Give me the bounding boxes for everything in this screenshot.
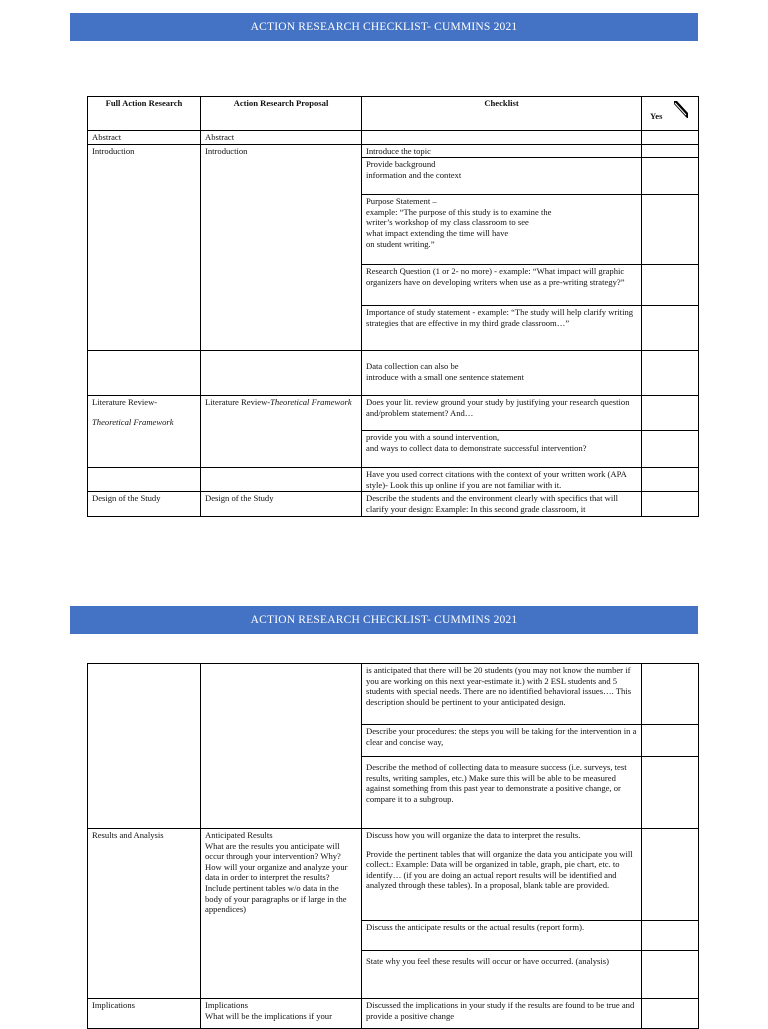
- checkbox-cell[interactable]: [642, 492, 699, 516]
- results-tables-text: Provide the pertinent tables that will organize the data you anticipate you will collect.: Example: Data will be organized in table, graph, pie chart, etc. to identify… (if you are doing an actual report results will be identified and analyzed through these tables). In a proposal, blank table are provided.: [366, 848, 633, 891]
- header-full-action-research: Full Action Research: [88, 97, 201, 131]
- cell-implications-proposal: Implications What will be the implications if your: [201, 999, 362, 1029]
- cell-lit-question-1: Does your lit. review ground your study by justifying your research question and/problem statement? And…: [362, 396, 642, 431]
- checkbox-cell[interactable]: [642, 144, 699, 158]
- checkbox-cell[interactable]: [642, 757, 699, 829]
- table-row: [88, 492, 699, 516]
- header-action-research-proposal: Action Research Proposal: [201, 97, 362, 131]
- header-checklist: Checklist: [362, 97, 642, 131]
- checkbox-cell[interactable]: [642, 829, 699, 921]
- cell-literature-review-full: [88, 396, 201, 468]
- cell-importance: Importance of study statement - example: “The study will help clarify writing strategies that are effective in my third grade classroom…”: [362, 306, 642, 351]
- table-row: [88, 131, 699, 145]
- cell-empty: [362, 131, 642, 145]
- checkbox-cell[interactable]: [642, 265, 699, 306]
- checkbox-cell[interactable]: [642, 725, 699, 757]
- cell-empty: [201, 468, 362, 492]
- cell-implications-full: Implications: [88, 999, 201, 1029]
- cell-abstract-full: Abstract: [88, 131, 201, 145]
- lit-prop-label: Literature Review-: [205, 397, 271, 408]
- cell-procedures: Describe your procedures: the steps you will be taking for the intervention in a clear and concise way,: [362, 725, 642, 757]
- header-row: [88, 97, 699, 131]
- lit-prop-framework: Theoretical Framework: [270, 397, 352, 408]
- cell-introduce-topic: Introduce the topic: [362, 144, 642, 158]
- banner-title: ACTION RESEARCH CHECKLIST- CUMMINS 2021: [250, 614, 518, 626]
- cell-results-full: Results and Analysis: [88, 829, 201, 999]
- cell-data-collection: Data collection can also be introduce with a small one sentence statement: [362, 351, 642, 396]
- table-row: [88, 829, 699, 921]
- cell-lit-question-3: Have you used correct citations with the context of your written work (APA style)- Look this up online if you are not familiar with it.: [362, 468, 642, 492]
- checkbox-cell[interactable]: [642, 431, 699, 468]
- cell-empty: [88, 351, 201, 396]
- cell-results-organize: [362, 829, 642, 921]
- checkbox-cell[interactable]: [642, 468, 699, 492]
- checklist-table: [87, 96, 699, 517]
- cell-results-anticipate: Discuss the anticipate results or the actual results (report form).: [362, 921, 642, 951]
- cell-lit-question-2: provide you with a sound intervention, and ways to collect data to demonstrate successful intervention?: [362, 431, 642, 468]
- page-banner: [70, 606, 698, 634]
- banner-title: ACTION RESEARCH CHECKLIST- CUMMINS 2021: [250, 21, 518, 33]
- cell-empty: [88, 468, 201, 492]
- table-row: [88, 999, 699, 1029]
- cell-introduction-full: Introduction: [88, 144, 201, 351]
- checkbox-cell[interactable]: [642, 396, 699, 431]
- cell-method: Describe the method of collecting data to measure success (i.e. surveys, test results, writing samples, etc.) Make sure this will be able to be measured against something from this past year to demonstrate a positive change, or compare it to a subgroup.: [362, 757, 642, 829]
- checkbox-cell[interactable]: [642, 306, 699, 351]
- checklist-table-continued: [87, 663, 699, 1029]
- cell-design-proposal: Design of the Study: [201, 492, 362, 516]
- results-organize-text: Discuss how you will organize the data to interpret the results.: [366, 830, 581, 840]
- table-row: [88, 468, 699, 492]
- checkbox-cell[interactable]: [642, 351, 699, 396]
- cell-results-proposal: Anticipated Results What are the results you anticipate will occur through your intervention? Why? How will your organize and analyze your data in order to interpret the results? Include pertinent tables w/o data in the body of your paragraphs or if large in the appendices): [201, 829, 362, 999]
- checkbox-cell[interactable]: [642, 195, 699, 265]
- lit-full-framework: Theoretical Framework: [92, 416, 174, 427]
- pencil-icon: [670, 99, 690, 122]
- table-row: [88, 396, 699, 431]
- table-row: [88, 144, 699, 158]
- cell-implications-description: Discussed the implications in your study if the results are found to be true and provide a positive change: [362, 999, 642, 1029]
- table-row: [88, 351, 699, 396]
- cell-empty: [201, 664, 362, 829]
- table-row: [88, 664, 699, 725]
- cell-design-description: Describe the students and the environment clearly with specifics that will clarify your design: Example: In this second grade classroom, it: [362, 492, 642, 516]
- header-yes: [642, 97, 699, 131]
- cell-purpose: Purpose Statement – example: “The purpose of this study is to examine the writer’s workshop of my class classroom to see what impact extending the time will have on student writing.”: [362, 195, 642, 265]
- cell-abstract-proposal: Abstract: [201, 131, 362, 145]
- checkbox-cell[interactable]: [642, 664, 699, 725]
- cell-design-full: Design of the Study: [88, 492, 201, 516]
- checkbox-cell[interactable]: [642, 158, 699, 195]
- checkbox-cell[interactable]: [642, 921, 699, 951]
- cell-literature-review-proposal: [201, 396, 362, 468]
- cell-empty: [88, 664, 201, 829]
- checkbox-cell[interactable]: [642, 951, 699, 999]
- cell-empty: [201, 351, 362, 396]
- checkbox-cell[interactable]: [642, 131, 699, 145]
- cell-background: Provide background information and the context: [362, 158, 642, 195]
- checkbox-cell[interactable]: [642, 999, 699, 1029]
- cell-results-why: State why you feel these results will occur or have occurred. (analysis): [362, 951, 642, 999]
- page-banner: [70, 13, 698, 41]
- cell-research-question: Research Question (1 or 2- no more) - example: “What impact will graphic organizers have on developing writers when use as a pre-writing strategy?”: [362, 265, 642, 306]
- cell-design-continued: is anticipated that there will be 20 students (you may not know the number if you are working on this next year-estimate it.) with 2 ESL students and 5 students with special needs. There are no identified behavioral issues…. This description should be pertinent to your anticipated design.: [362, 664, 642, 725]
- lit-full-label: Literature Review-: [92, 397, 158, 408]
- cell-introduction-proposal: Introduction: [201, 144, 362, 351]
- yes-label: Yes: [650, 111, 663, 121]
